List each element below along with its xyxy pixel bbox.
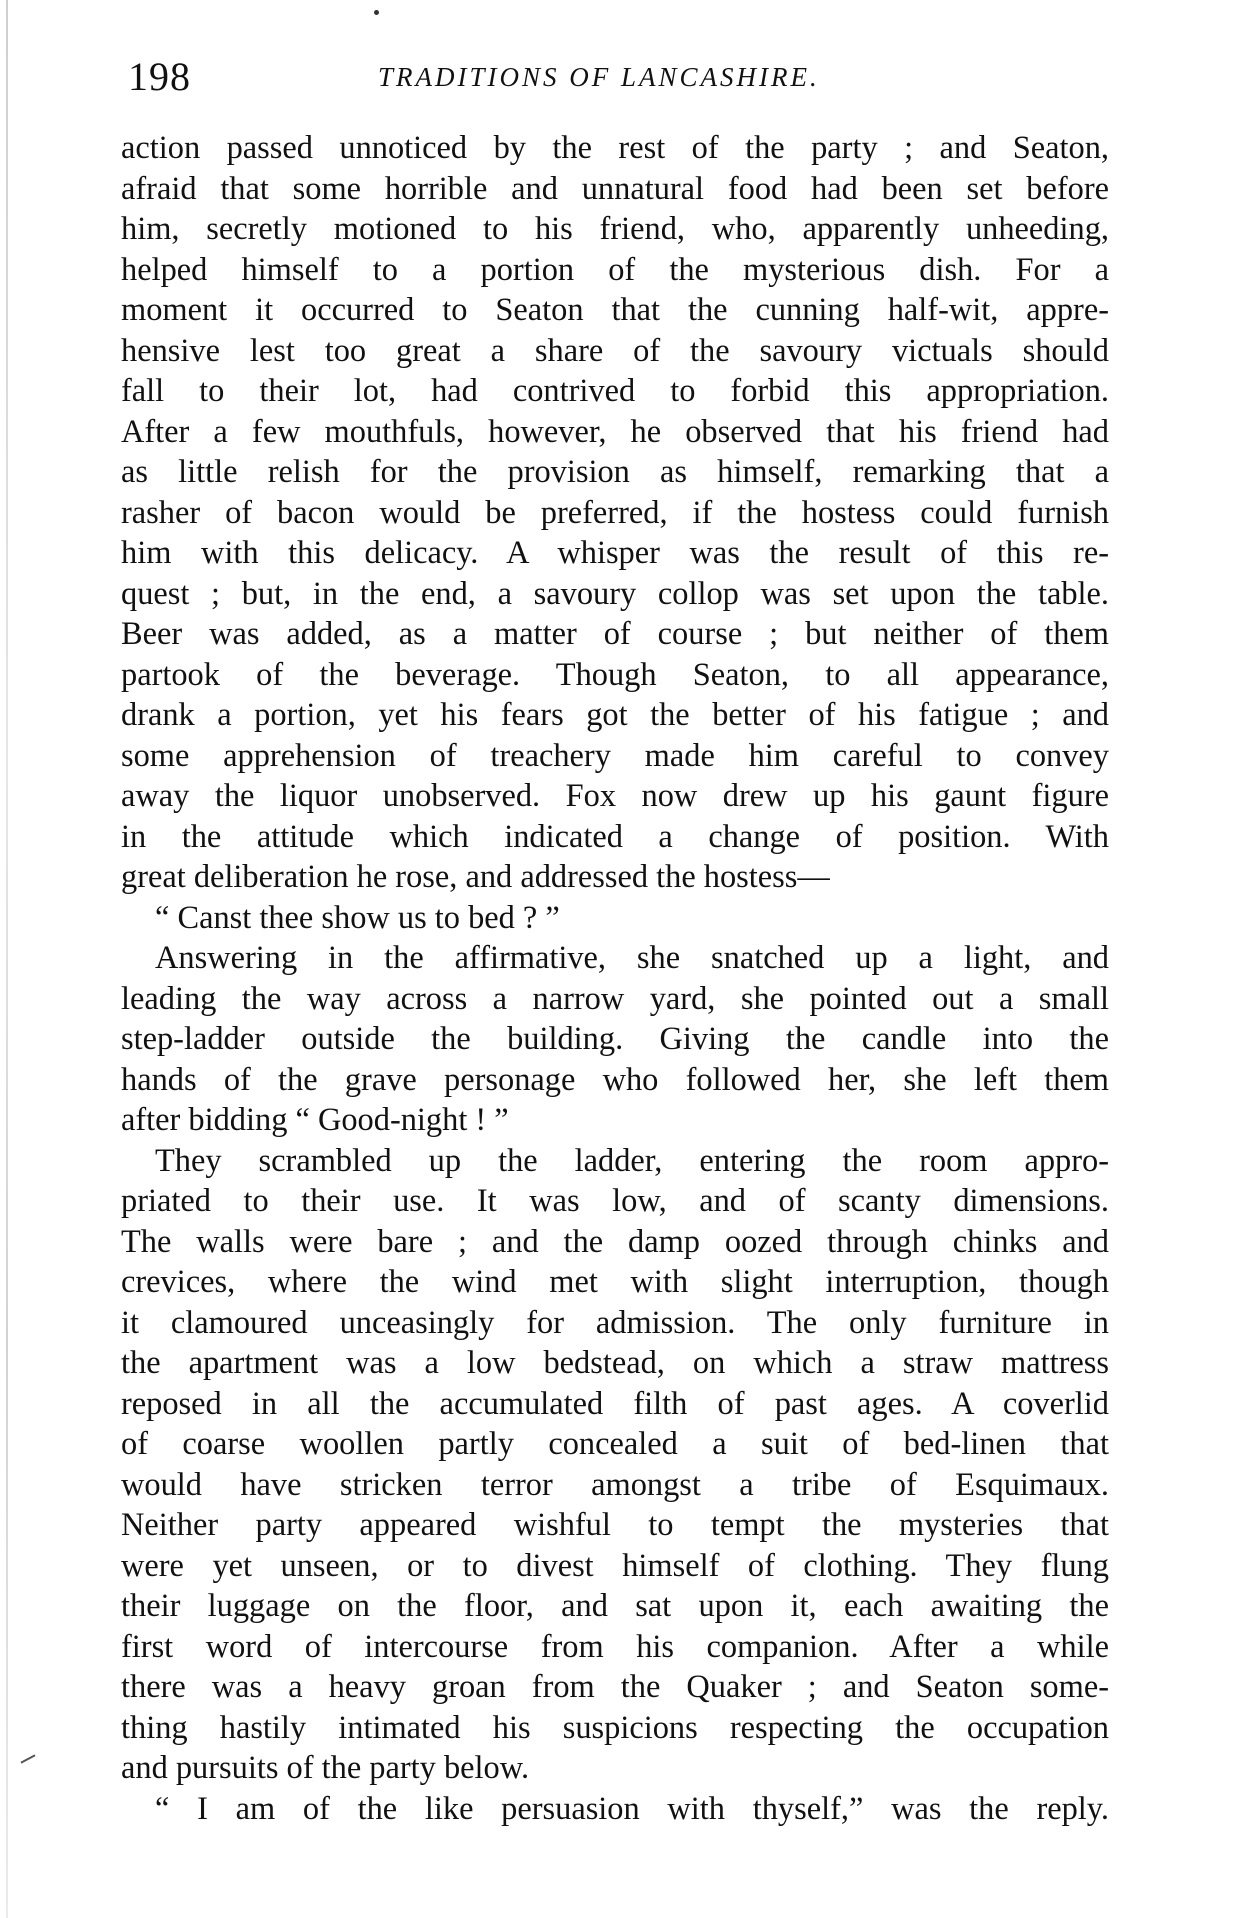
text-line: some apprehension of treachery made him careful to convey: [121, 737, 1109, 774]
margin-mark: [20, 1754, 35, 1763]
text-line: thing hastily intimated his suspicions respecting the occupation: [121, 1709, 1109, 1746]
text-line: it clamoured unceasingly for admission. The only furniture in: [121, 1304, 1109, 1341]
text-line: their luggage on the floor, and sat upon it, each awaiting the: [121, 1588, 1109, 1624]
text-line: After a few mouthfuls, however, he observed that his friend had: [121, 413, 1109, 450]
text-line: there was a heavy groan from the Quaker ; and Seaton some-: [121, 1669, 1109, 1705]
text-line: as little relish for the provision as himself, remarking that a: [121, 454, 1109, 490]
text-line: the apartment was a low bedstead, on which a straw mattress: [121, 1345, 1109, 1381]
text-line: hands of the grave personage who followed her, she left them: [121, 1061, 1109, 1098]
page-edge-shadow: [6, 0, 8, 1918]
paragraph-first-line: Answering in the affirmative, she snatched up a light, and: [155, 940, 1109, 976]
text-line: fall to their lot, had contrived to forbid this appropriation.: [121, 373, 1109, 409]
text-line: him, secretly motioned to his friend, who, apparently unheeding,: [121, 211, 1109, 247]
text-line: first word of intercourse from his companion. After a while: [121, 1628, 1109, 1665]
text-line: and pursuits of the party below.: [121, 1750, 530, 1786]
text-line: quest ; but, in the end, a savoury collop was set upon the table.: [121, 575, 1109, 612]
text-line: crevices, where the wind met with slight interruption, though: [121, 1264, 1109, 1300]
dialogue-line: “ Canst thee show us to bed ? ”: [155, 899, 560, 936]
text-line: Neither party appeared wishful to tempt the mysteries that: [121, 1507, 1109, 1543]
running-title: TRADITIONS OF LANCASHIRE.: [378, 62, 820, 92]
text-line: moment it occurred to Seaton that the cunning half-wit, appre-: [121, 292, 1109, 328]
text-line: afraid that some horrible and unnatural food had been set before: [121, 170, 1109, 207]
text-line: action passed unnoticed by the rest of the party ; and Seaton,: [121, 130, 1109, 166]
text-line: priated to their use. It was low, and of scanty dimensions.: [121, 1183, 1109, 1219]
page-header: [128, 52, 1118, 102]
text-line: Beer was added, as a matter of course ; but neither of them: [121, 616, 1109, 652]
text-line: would have stricken terror amongst a tribe of Esquimaux.: [121, 1466, 1109, 1503]
dialogue-line: “ I am of the like persuasion with thyself,” was the reply.: [155, 1790, 1109, 1827]
page-number: 198: [128, 54, 191, 99]
text-line: were yet unseen, or to divest himself of clothing. They flung: [121, 1547, 1109, 1584]
text-line: great deliberation he rose, and addressed the hostess—: [121, 859, 830, 895]
text-line: after bidding “ Good-night ! ”: [121, 1102, 509, 1138]
text-line: him with this delicacy. A whisper was the result of this re-: [121, 535, 1109, 571]
text-line: drank a portion, yet his fears got the better of his fatigue ; and: [121, 697, 1109, 733]
text-line: leading the way across a narrow yard, she pointed out a small: [121, 980, 1109, 1017]
text-line: in the attitude which indicated a change of position. With: [121, 818, 1109, 855]
text-line: away the liquor unobserved. Fox now drew up his gaunt figure: [121, 778, 1109, 814]
ink-speck: [374, 10, 379, 15]
text-line: of coarse woollen partly concealed a suit of bed-linen that: [121, 1426, 1109, 1462]
text-line: The walls were bare ; and the damp oozed through chinks and: [121, 1223, 1109, 1260]
paragraph-first-line: They scrambled up the ladder, entering the room appro-: [155, 1142, 1109, 1179]
text-line: step-ladder outside the building. Giving the candle into the: [121, 1021, 1109, 1057]
text-line: hensive lest too great a share of the savoury victuals should: [121, 332, 1109, 369]
body-text: [121, 128, 1109, 1829]
text-line: reposed in all the accumulated filth of past ages. A coverlid: [121, 1385, 1109, 1422]
text-line: helped himself to a portion of the mysterious dish. For a: [121, 251, 1109, 288]
text-line: partook of the beverage. Though Seaton, to all appearance,: [121, 656, 1109, 693]
text-line: rasher of bacon would be preferred, if the hostess could furnish: [121, 494, 1109, 531]
